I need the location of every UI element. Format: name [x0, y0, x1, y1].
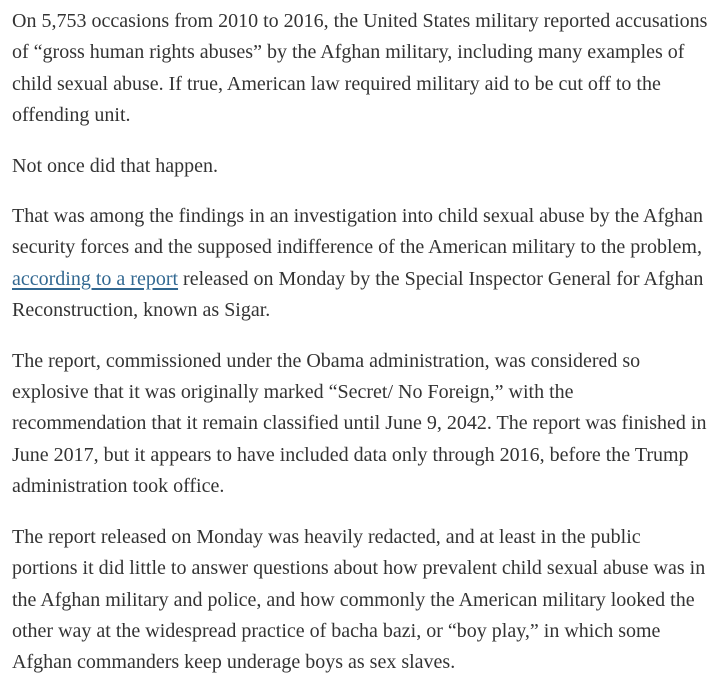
paragraph-1: On 5,753 occasions from 2010 to 2016, the United States military reported accusations of “gross human rights abuses” by the Afghan military, including many examples of child sexual abuse. If true, American law required military aid to be cut off to the offending unit. [12, 10, 708, 127]
report-link[interactable]: according to a report [12, 267, 179, 290]
paragraph-3-text-end: released on Monday by the Special Inspector General for Afghan Reconstruction, known as Sigar. [12, 267, 704, 322]
paragraph-3 [12, 201, 708, 327]
paragraph-3-text-start: That was among the findings in an investigation into child sexual abuse by the Afghan security forces and the supposed indifference of the American military to the problem, [12, 205, 703, 259]
paragraph-2: Not once did that happen. [12, 154, 219, 177]
paragraph-5: The report released on Monday was heavily redacted, and at least in the public portions it did little to answer questions about how prevalent child sexual abuse was in the Afghan military and police, and how commonly the American military looked the other way at the widespread practice of bacha bazi, or “boy play,” in which some Afghan commanders keep underage boys as sex slaves. [12, 525, 706, 674]
paragraph-4: The report, commissioned under the Obama administration, was considered so explosive that it was originally marked “Secret/ No Foreign,” with the recommendation that it remain classified until June 9, 2042. The report was finished in June 2017, but it appears to have included data only through 2016, before the Trump administration took office. [12, 349, 707, 498]
